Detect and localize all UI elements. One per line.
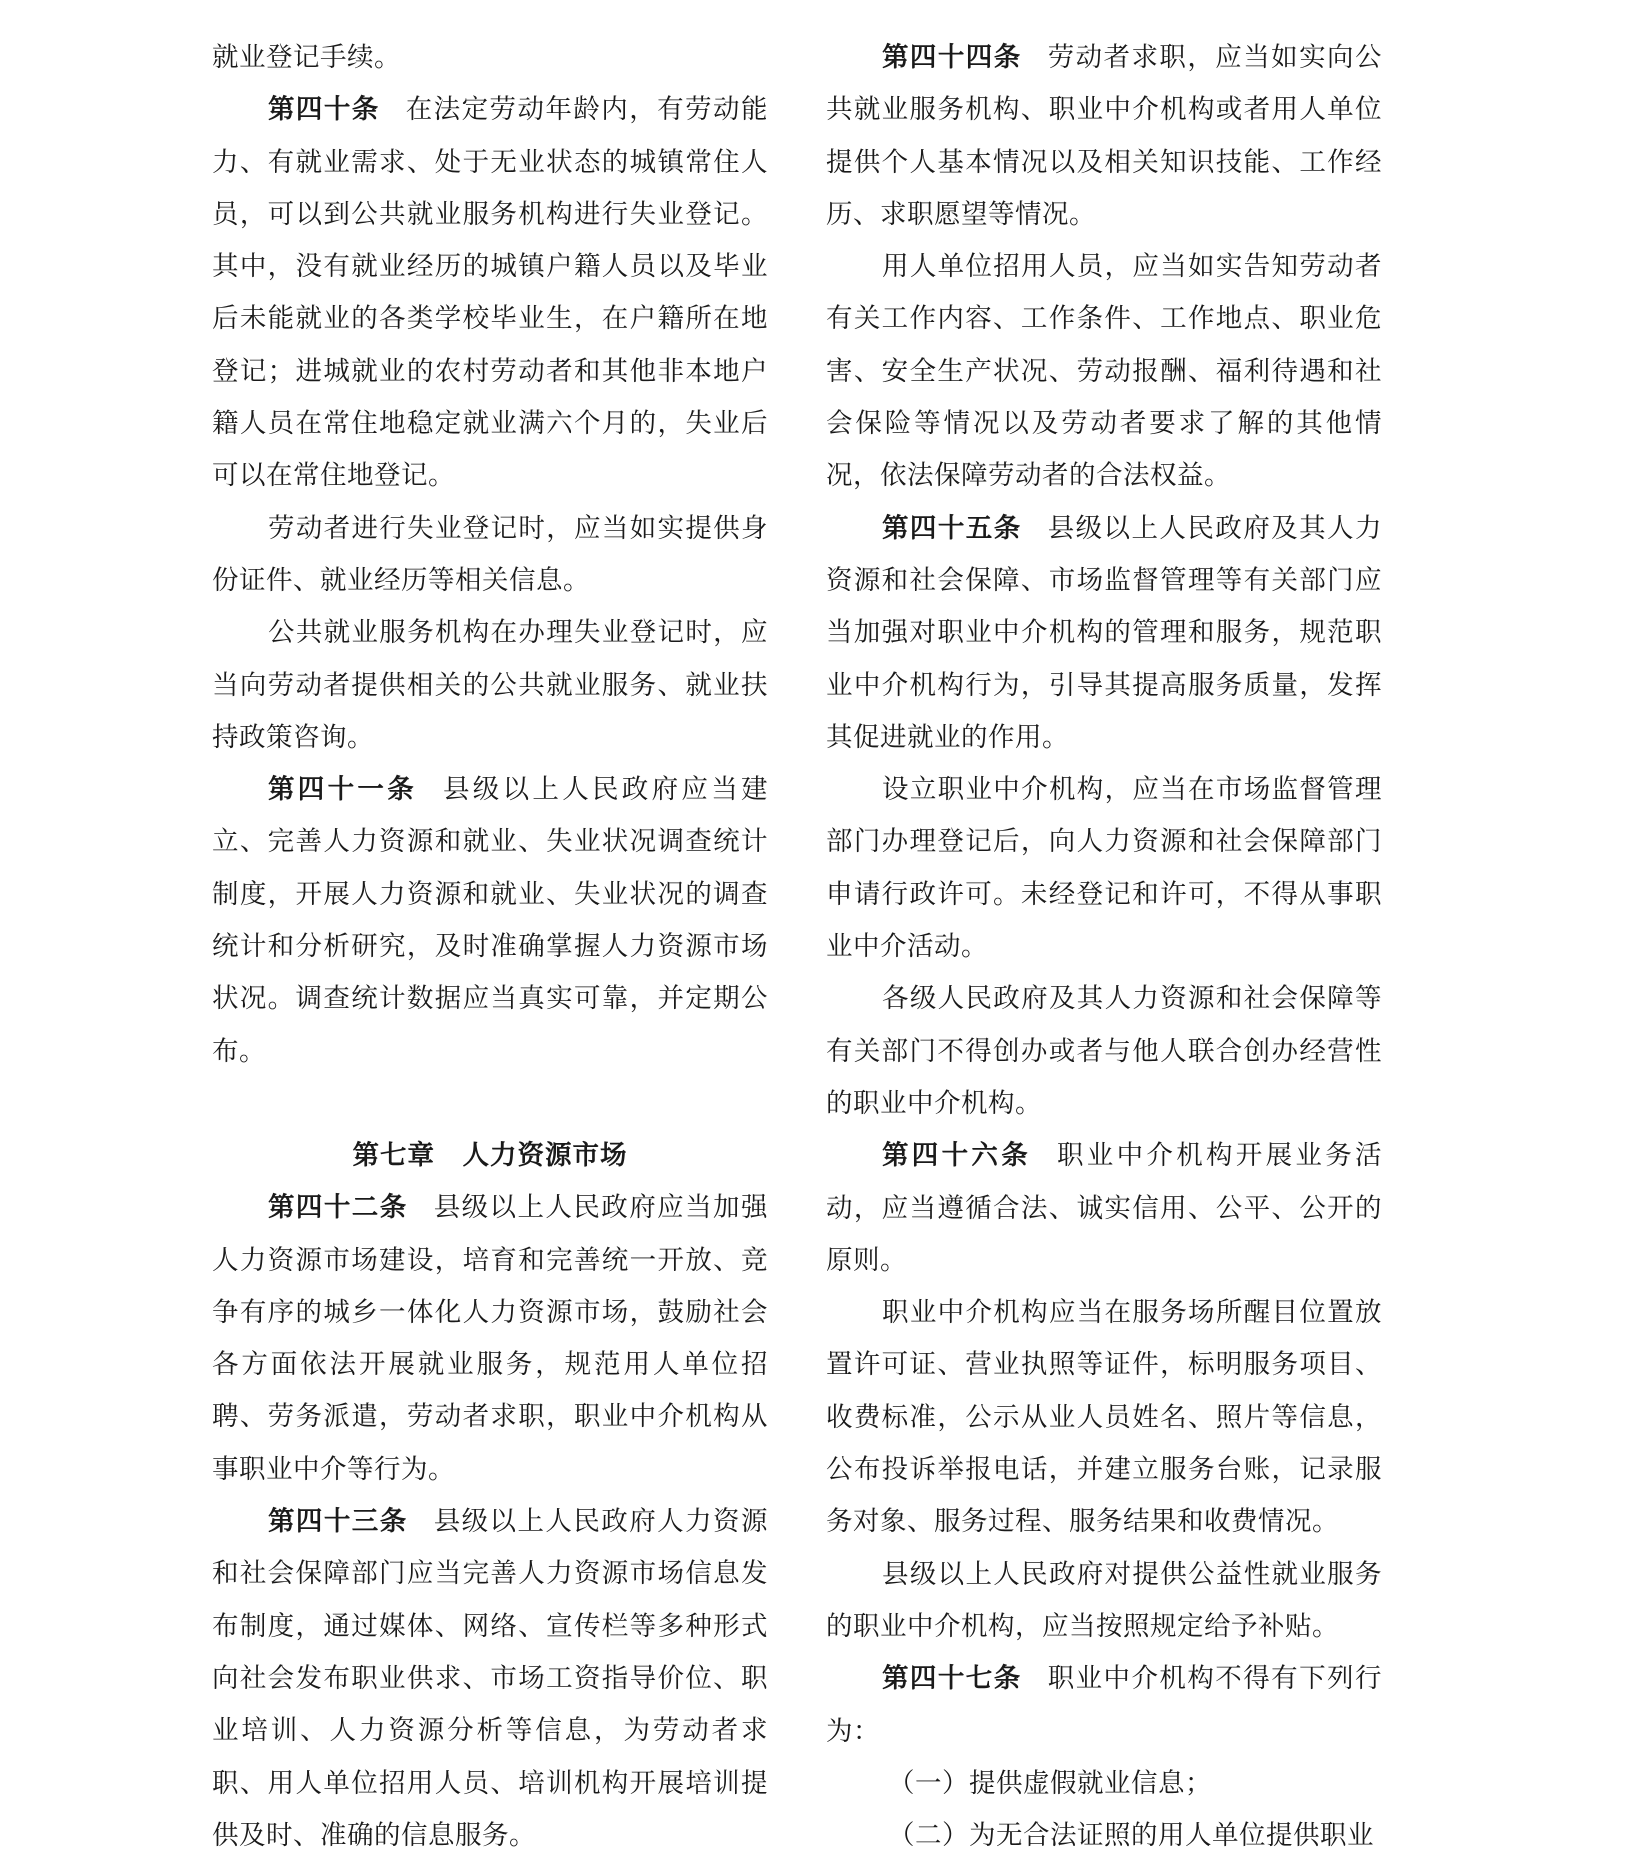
article-text: 县级以上人民政府及其人力资源和社会保障、市场监督管理等有关部门应当加强对职业中介机构的管理和服务，规范职业中介机构行为，引导其提高服务质量，发挥其促进就业的作用。 xyxy=(826,512,1382,753)
article-label: 第四十四条 xyxy=(882,42,1022,73)
list-item: （一）提供虚假就业信息； xyxy=(888,1767,1212,1799)
article-text: 县级以上人民政府应当建立、完善人力资源和就业、失业状况调查统计制度，开展人力资源和就业、失业状况的调查统计和分析研究，及时准确掌握人力资源市场状况。调查统计数据应当真实可靠，并定期公布。 xyxy=(212,774,768,1067)
list-item: （二）为无合法证照的用人单位提供职业 xyxy=(888,1820,1374,1852)
article-label: 第四十一条 xyxy=(268,774,417,806)
article-text: 县级以上人民政府人力资源和社会保障部门应当完善人力资源市场信息发布制度，通过媒体、网络、宣传栏等多种形式向社会发布职业供求、市场工资指导价位、职业培训、人力资源分析等信息，为劳动者求职、用人单位招用人员、培训机构开展培训提供及时、准确的信息服务。 xyxy=(212,1506,768,1851)
left-column xyxy=(212,32,768,1862)
article-text: 职业中介机构不得有下列行为： xyxy=(826,1663,1382,1747)
article-text: 职业中介机构开展业务活动，应当遵循合法、诚实信用、公平、公开的原则。 xyxy=(826,1140,1382,1276)
paragraph: 职业中介机构应当在服务场所醒目位置放置许可证、营业执照等证件，标明服务项目、收费标准，公示从业人员姓名、照片等信息，公布投诉举报电话，并建立服务台账，记录服务对象、服务过程、服务结果和收费情况。 xyxy=(826,1297,1382,1538)
article-41 xyxy=(212,764,768,1078)
article-46 xyxy=(826,1130,1382,1287)
article-42 xyxy=(212,1182,768,1496)
article-44 xyxy=(826,32,1382,241)
paragraph: 设立职业中介机构，应当在市场监督管理部门办理登记后，向人力资源和社会保障部门申请行政许可。未经登记和许可，不得从事职业中介活动。 xyxy=(826,774,1382,963)
paragraph: 劳动者进行失业登记时，应当如实提供身份证件、就业经历等相关信息。 xyxy=(212,512,768,596)
article-text: 在法定劳动年龄内，有劳动能力、有就业需求、处于无业状态的城镇常住人员，可以到公共就业服务机构进行失业登记。其中，没有就业经历的城镇户籍人员以及毕业后未能就业的各类学校毕业生，在户籍所在地登记；进城就业的农村劳动者和其他非本地户籍人员在常住地稳定就业满六个月的，失业后可以在常住地登记。 xyxy=(212,94,768,492)
article-label: 第四十二条 xyxy=(268,1192,408,1224)
right-column xyxy=(826,32,1382,1862)
chapter-heading: 第七章 人力资源市场 xyxy=(352,1139,628,1171)
paragraph: 用人单位招用人员，应当如实告知劳动者有关工作内容、工作条件、工作地点、职业危害、安全生产状况、劳动报酬、福利待遇和社会保险等情况以及劳动者要求了解的其他情况，依法保障劳动者的合法权益。 xyxy=(826,251,1382,492)
paragraph-continuation: 就业登记手续。 xyxy=(212,42,401,73)
article-label: 第四十三条 xyxy=(268,1506,408,1538)
article-text: 劳动者求职，应当如实向公共就业服务机构、职业中介机构或者用人单位提供个人基本情况以及相关知识技能、工作经历、求职愿望等情况。 xyxy=(826,42,1382,230)
paragraph: 各级人民政府及其人力资源和社会保障等有关部门不得创办或者与他人联合创办经营性的职业中介机构。 xyxy=(826,983,1382,1119)
article-text: 县级以上人民政府应当加强人力资源市场建设，培育和完善统一开放、竞争有序的城乡一体化人力资源市场，鼓励社会各方面依法开展就业服务，规范用人单位招聘、劳务派遣，劳动者求职，职业中介机构从事职业中介等行为。 xyxy=(212,1192,768,1485)
paragraph: 县级以上人民政府对提供公益性就业服务的职业中介机构，应当按照规定给予补贴。 xyxy=(826,1558,1382,1642)
paragraph: 公共就业服务机构在办理失业登记时，应当向劳动者提供相关的公共就业服务、就业扶持政策咨询。 xyxy=(212,617,768,753)
article-47 xyxy=(826,1653,1382,1758)
article-label: 第四十五条 xyxy=(882,512,1022,544)
article-label: 第四十六条 xyxy=(882,1140,1031,1172)
article-40 xyxy=(212,84,768,502)
article-label: 第四十七条 xyxy=(882,1663,1022,1695)
article-45 xyxy=(826,503,1382,764)
article-43 xyxy=(212,1496,768,1862)
article-label: 第四十条 xyxy=(268,94,380,126)
